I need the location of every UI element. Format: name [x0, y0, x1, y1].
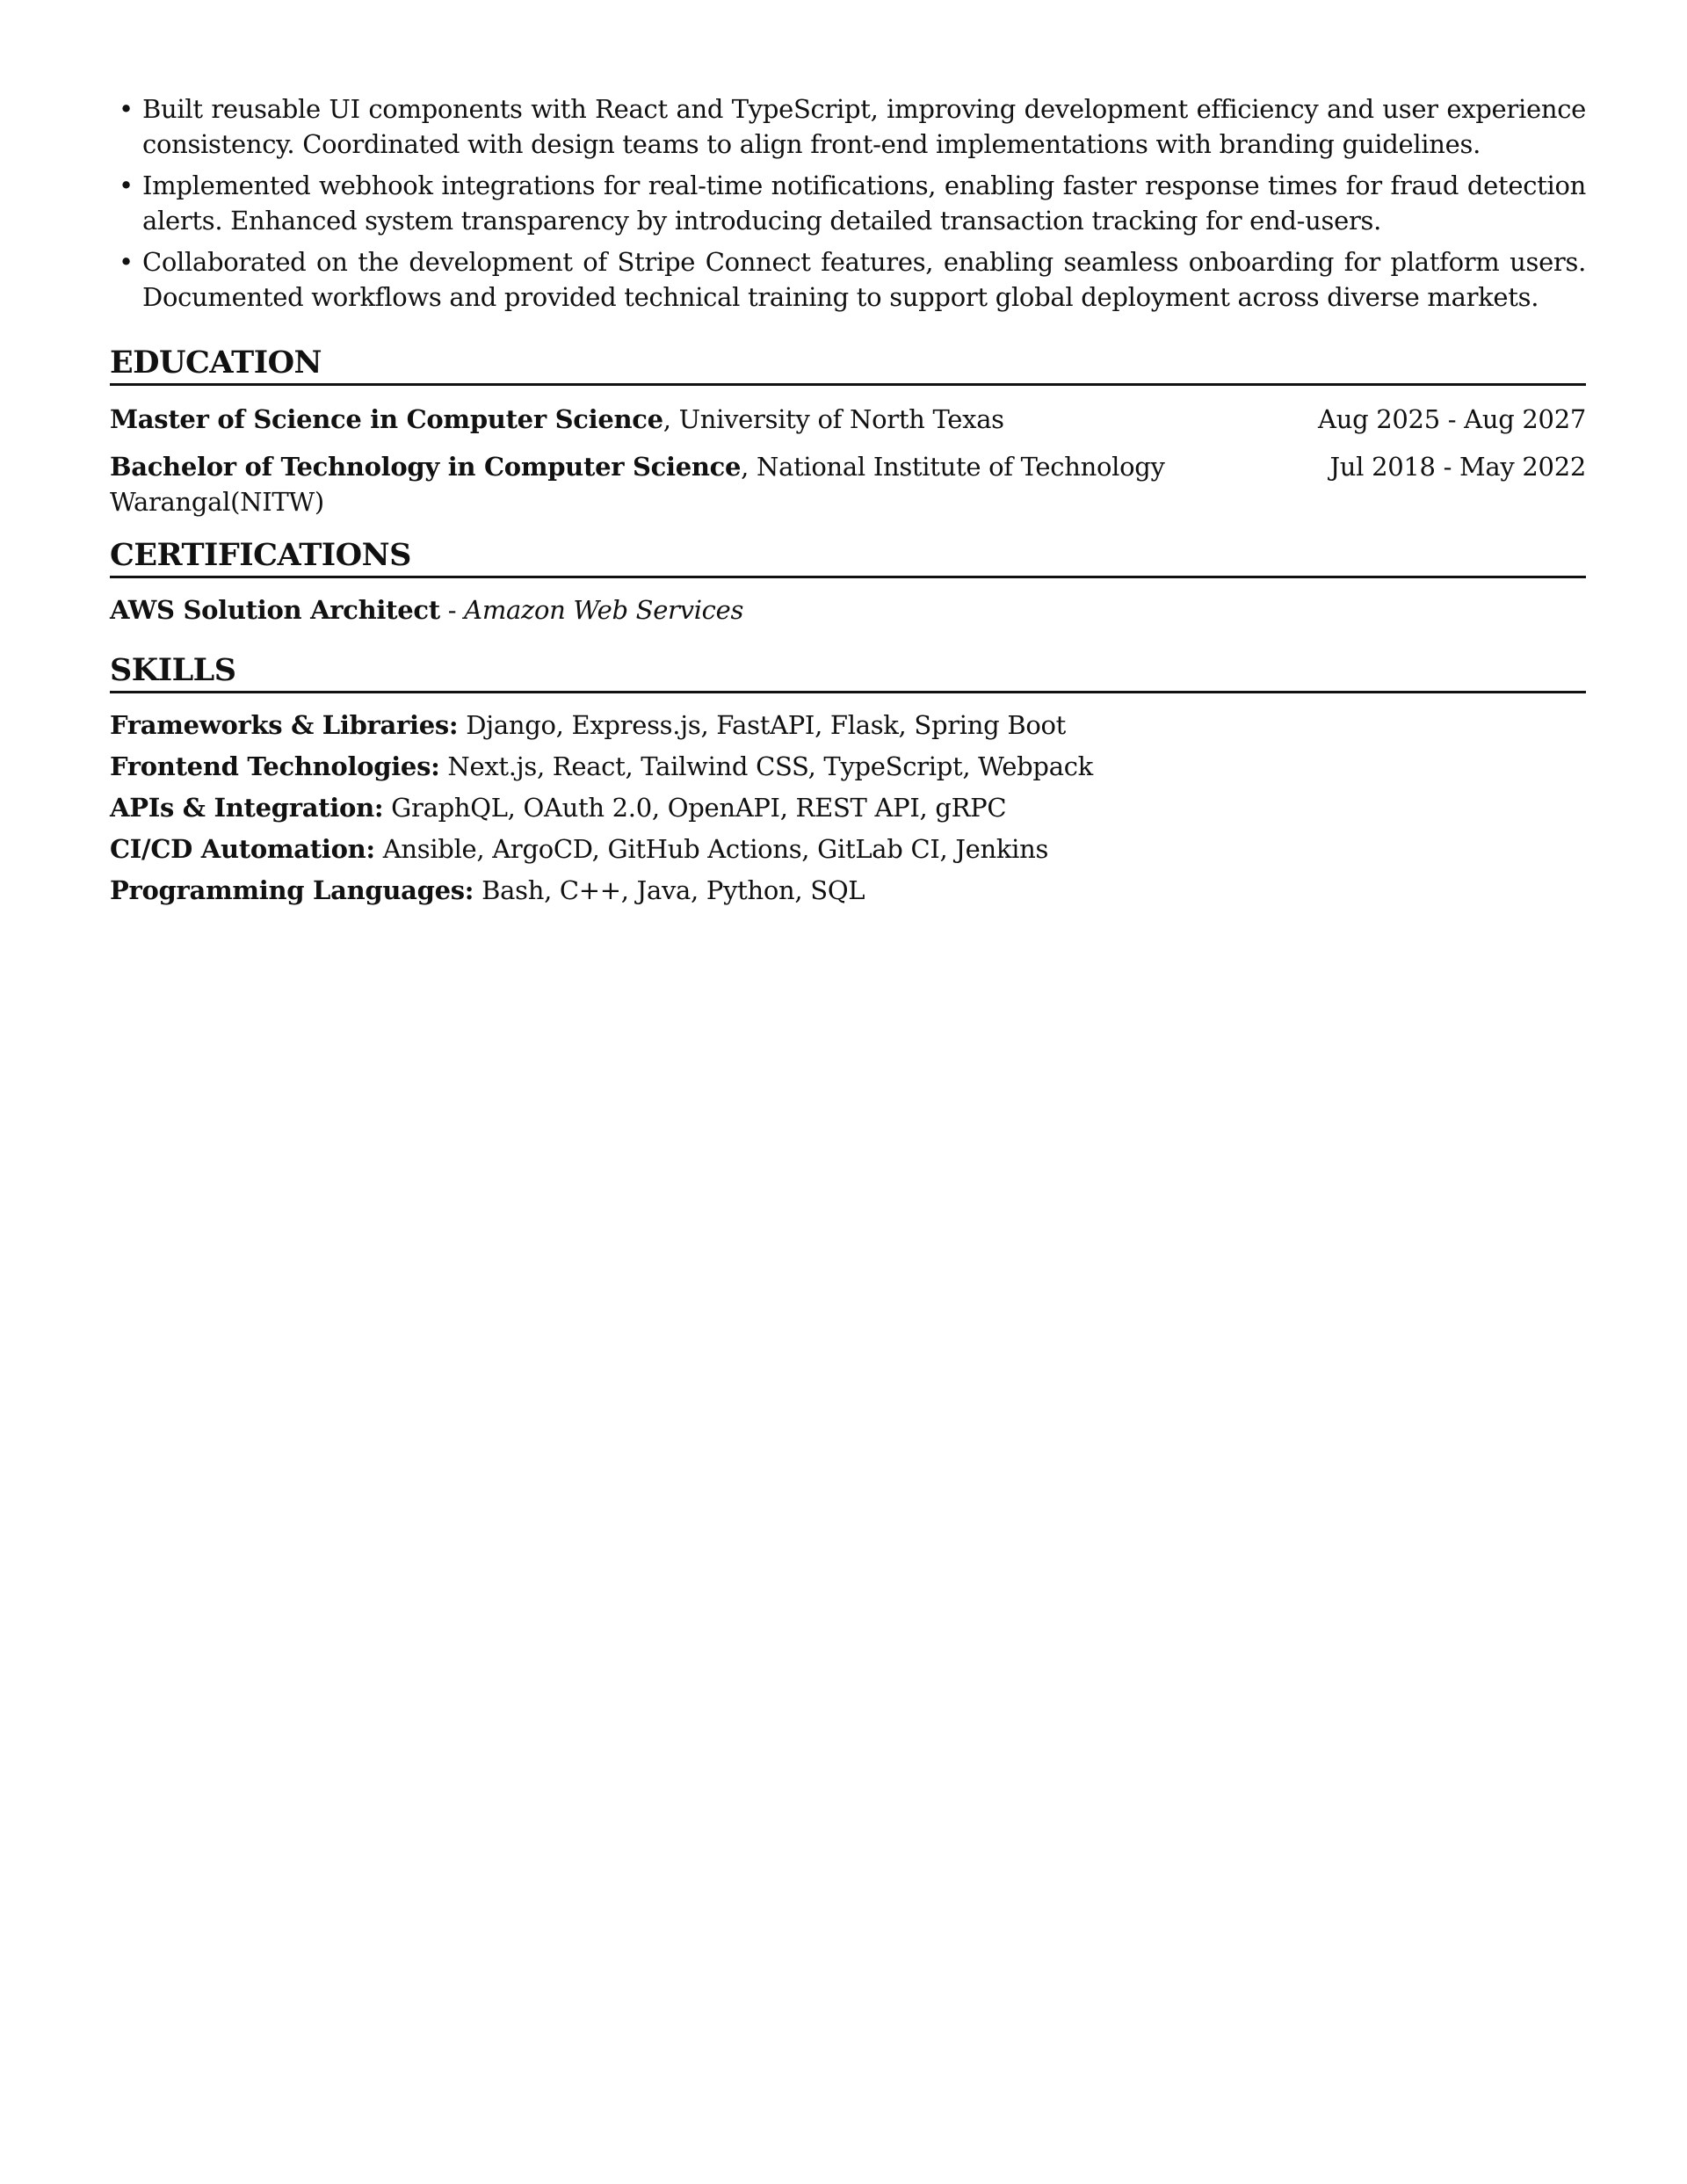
experience-bullet — [110, 168, 1586, 238]
skill-category — [110, 831, 1586, 867]
education-entry — [110, 449, 1586, 519]
skill-category — [110, 707, 1586, 743]
education-degree-line — [110, 402, 1004, 437]
skill-category-values: Next.js, React, Tailwind CSS, TypeScript, Webpack — [439, 751, 1093, 781]
certification-name: AWS Solution Architect — [110, 595, 440, 625]
experience-bullet — [110, 91, 1586, 162]
skills-list — [110, 693, 1586, 908]
skill-category-label: Programming Languages: — [110, 875, 474, 905]
skills-section — [110, 652, 1586, 908]
degree-name: Bachelor of Technology in Computer Science — [110, 452, 742, 482]
certification-separator: - — [439, 595, 465, 625]
certifications-list — [110, 578, 1586, 628]
institution-name: National Institute of Technology Warangal(NITW) — [110, 452, 1165, 517]
skill-category-values: GraphQL, OAuth 2.0, OpenAPI, REST API, gRPC — [383, 793, 1007, 823]
institution-name: University of North Texas — [678, 404, 1004, 434]
section-heading-education: EDUCATION — [110, 345, 1586, 386]
skill-category — [110, 873, 1586, 908]
bullet-text: Implemented webhook integrations for real-time notifications, enabling faster response times for fraud detection alerts. Enhanced system transparency by introducing detailed transaction tracking for end-users. — [142, 171, 1586, 236]
degree-separator: , — [662, 404, 679, 434]
skill-category-values: Bash, C++, Java, Python, SQL — [474, 875, 865, 905]
skill-category-label: Frontend Technologies: — [110, 751, 440, 781]
resume-page — [110, 91, 1586, 914]
certification-issuer: Amazon Web Services — [464, 595, 744, 625]
education-section — [110, 345, 1586, 519]
education-dates: Jul 2018 - May 2022 — [1329, 452, 1586, 482]
skill-category-label: APIs & Integration: — [110, 793, 384, 823]
certifications-section — [110, 537, 1586, 628]
education-entry — [110, 402, 1586, 437]
bullet-icon: • — [119, 247, 134, 277]
certification-entry — [110, 592, 1586, 628]
skill-category — [110, 790, 1586, 825]
bullet-text: Built reusable UI components with React and TypeScript, improving development efficiency and user experience consistency. Coordinated with design teams to align front-end implementations with branding guidelines. — [142, 94, 1586, 159]
degree-separator: , — [741, 452, 757, 482]
bullet-icon: • — [119, 171, 134, 200]
experience-bullet-list — [110, 91, 1586, 315]
skill-category-values: Django, Express.js, FastAPI, Flask, Spring Boot — [458, 710, 1067, 740]
education-dates: Aug 2025 - Aug 2027 — [1318, 404, 1586, 434]
degree-name: Master of Science in Computer Science — [110, 404, 663, 434]
experience-bullet — [110, 244, 1586, 315]
skill-category-label: CI/CD Automation: — [110, 834, 375, 864]
bullet-icon: • — [119, 94, 134, 124]
section-heading-certifications: CERTIFICATIONS — [110, 537, 1586, 578]
section-heading-skills: SKILLS — [110, 652, 1586, 693]
education-list — [110, 386, 1586, 519]
skill-category-values: Ansible, ArgoCD, GitHub Actions, GitLab CI, Jenkins — [374, 834, 1049, 864]
skill-category-label: Frameworks & Libraries: — [110, 710, 459, 740]
skill-category — [110, 749, 1586, 784]
education-degree-line — [110, 449, 1199, 519]
bullet-text: Collaborated on the development of Stripe Connect features, enabling seamless onboarding for platform users. Documented workflows and provided technical training to support global deployment across diverse markets. — [142, 247, 1586, 312]
